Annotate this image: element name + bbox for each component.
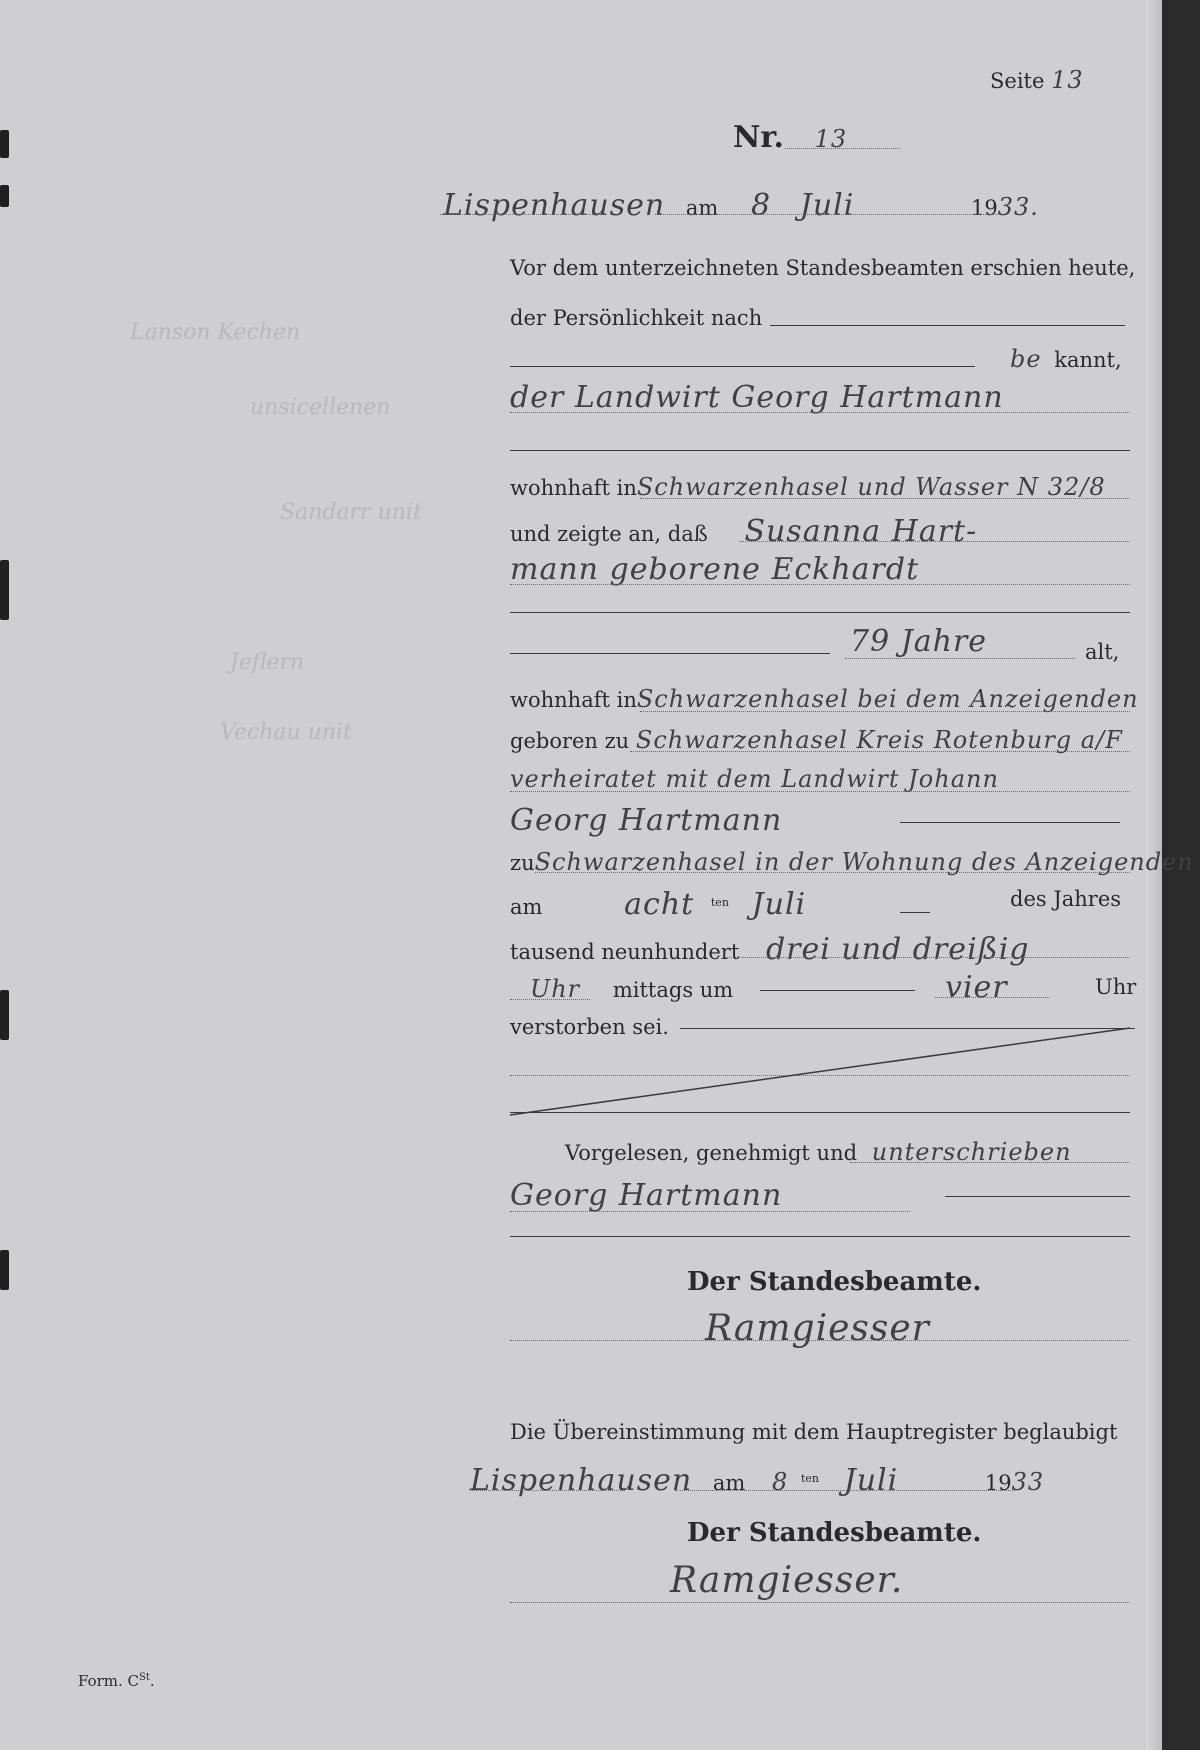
married-line-1: verheiratet mit dem Landwirt Johann <box>510 765 999 793</box>
death-month: Juli <box>751 887 807 922</box>
official-signature-1: Ramgiesser <box>705 1308 930 1349</box>
bekannt-print: kannt, <box>1054 348 1122 372</box>
uhr-label: Uhr <box>1095 975 1137 999</box>
des-jahres: des Jahres <box>1010 887 1122 911</box>
zeigte-label: und zeigte an, daß <box>510 522 708 546</box>
cert-day: 8 <box>772 1468 789 1496</box>
bekannt-row <box>1010 345 1122 373</box>
zu-label: zu <box>510 851 535 875</box>
place-name: Lispenhausen <box>443 188 666 223</box>
cert-place: Lispenhausen <box>470 1463 693 1498</box>
wohnhaft-declarant-value: Schwarzenhasel und Wasser N 32/8 <box>636 473 1106 501</box>
alt-label: alt, <box>1085 640 1120 664</box>
year-suffix: 33. <box>997 193 1039 221</box>
zeigte-row <box>510 514 977 549</box>
standesbeamte-title-1: Der Standesbeamte. <box>687 1267 982 1297</box>
death-hour: vier <box>945 970 1008 1005</box>
tausend-row <box>510 932 1030 967</box>
am-label-2: am <box>510 895 543 919</box>
form-number: Form. CSt. <box>78 1672 155 1690</box>
nr-label: Nr. <box>733 120 784 155</box>
cert-day-suffix: ten <box>800 1472 819 1485</box>
uhr-hand: Uhr <box>530 975 581 1003</box>
date-month: Juli <box>799 188 855 223</box>
cert-year-prefix: 19 <box>984 1471 1012 1495</box>
hour-row <box>945 970 1008 1005</box>
place-date-row <box>443 188 1039 223</box>
nr-value: 13 <box>814 125 848 153</box>
declarant-name: der Landwirt Georg Hartmann <box>510 380 1004 415</box>
geboren-label: geboren zu <box>510 729 630 753</box>
death-year-words: drei und dreißig <box>765 932 1030 967</box>
death-record-form <box>443 0 1194 1750</box>
zu-value: Schwarzenhasel in der Wohnung des Anzeigenden <box>534 848 1194 876</box>
mittags-label: mittags um <box>612 978 734 1002</box>
certification-place-date <box>470 1463 1044 1498</box>
tausend-label: tausend neunhundert <box>510 940 740 964</box>
age-row <box>850 624 987 659</box>
bekannt-hand: be <box>1010 345 1042 373</box>
certification-text: Die Übereinstimmung mit dem Hauptregister beglaubigt <box>510 1420 1118 1444</box>
vorgelesen-label: Vorgelesen, genehmigt und <box>565 1141 858 1165</box>
wohnhaft-deceased-value: Schwarzenhasel bei dem Anzeigenden <box>636 685 1139 713</box>
deceased-name-1: Susanna Hart- <box>744 514 978 549</box>
date-day: 8 <box>751 188 772 223</box>
seite-row <box>990 66 1084 94</box>
wohnhaft-label: wohnhaft in <box>510 476 637 500</box>
cert-month: Juli <box>843 1463 899 1498</box>
am-date-row <box>510 887 806 922</box>
death-day: acht <box>624 887 695 922</box>
year-prefix: 19 <box>971 196 998 220</box>
geboren-row <box>510 726 1123 754</box>
nr-row <box>733 120 847 155</box>
persoenlichkeit-line: der Persönlichkeit nach <box>510 306 763 330</box>
strike-through-line <box>505 1020 1145 1120</box>
geboren-value: Schwarzenhasel Kreis Rotenburg a/F <box>635 726 1123 754</box>
age-value: 79 Jahre <box>850 624 988 659</box>
verstorben-line: verstorben sei. <box>510 1015 669 1039</box>
intro-line: Vor dem unterzeichneten Standesbeamten erschien heute, <box>510 256 1136 280</box>
cert-year-suffix: 33 <box>1011 1468 1045 1496</box>
register-page: Lanson Kechen unsicellenen Sandarr unit Jeflern Vechau unit Seite 13 Nr. 13 Lispenhausen am 8 Juli 1933. Vor dem unterzeichneten Standesbeamten erschien heute, der Persönlichkeit nach be kannt, der Landwirt Georg Hartmann wohnhaft inSchwarzenhasel und Wasser N 32/8 und zeigte an, daß Susanna Hart- mann geborene Eckhardt 79 Jahre alt, wohnhaft inSchwarzenhasel bei dem Anzeigenden geboren zu Schwarzenhasel Kreis Rotenburg a/F verheiratet mit dem Landwirt Johann Georg Hartmann zuSchwarzenhasel in der Wohnung des Anzeigenden am acht $^{ten}$ Juli des Jahres tausend neunhundert drei und dreißig Uhr mittags um vier Uhr verstorben sei. Vorgelesen, genehmigt und unterschrieben Georg Hartmann Der Standesbeamte. Ramgiesser Die Übereinstimmung mit dem Hauptregister beglaubigt Lispenhausen am 8 $^{ten}$ Juli 1933 Der Standesbeamte. Ramgiesser. Form. CSt. <box>0 0 1200 1750</box>
deceased-name-2: mann geborene Eckhardt <box>510 552 920 587</box>
married-line-2: Georg Hartmann <box>510 803 783 838</box>
wohnhaft-declarant-row <box>510 473 1106 501</box>
unterschrieben-hand: unterschrieben <box>871 1138 1072 1166</box>
cert-am-label: am <box>712 1471 746 1495</box>
official-signature-2: Ramgiesser. <box>670 1560 904 1601</box>
seite-label: Seite <box>990 69 1045 93</box>
binding-marks <box>0 0 14 1750</box>
standesbeamte-title-2: Der Standesbeamte. <box>687 1518 982 1548</box>
am-label: am <box>685 196 719 220</box>
seite-value: 13 <box>1051 66 1084 94</box>
death-day-suffix: ten <box>710 896 729 909</box>
wohnhaft-deceased-row <box>510 685 1139 713</box>
wohnhaft-label-2: wohnhaft in <box>510 688 637 712</box>
declarant-signature: Georg Hartmann <box>510 1178 783 1213</box>
